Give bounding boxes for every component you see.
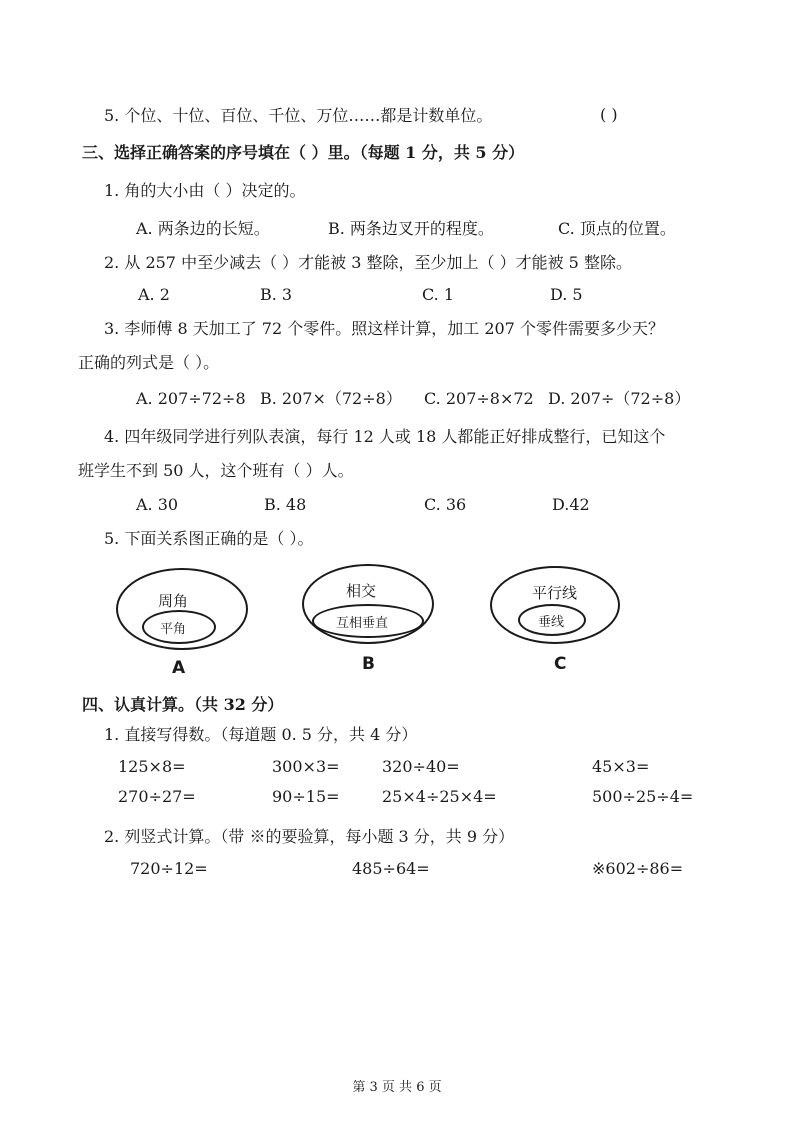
calc-part-1-title: 1. 直接写得数。（每道题 0. 5 分，共 4 分） bbox=[104, 725, 418, 744]
q4-option-a: A. 30 bbox=[136, 495, 179, 514]
q2-option-b: B. 3 bbox=[260, 285, 293, 304]
q3-option-a: A. 207÷72÷8 bbox=[136, 389, 246, 408]
vertical-calc-item: ※602÷86= bbox=[592, 859, 684, 878]
calc-item: 320÷40= bbox=[382, 757, 460, 776]
diagram-a-label: A bbox=[172, 658, 186, 678]
calc-item: 25×4÷25×4= bbox=[382, 787, 497, 806]
diagram-c-label: C bbox=[554, 654, 567, 674]
diagram-b-outer-label: 相交 bbox=[346, 582, 377, 600]
q4-option-d: D.42 bbox=[552, 495, 590, 514]
q4-option-b: B. 48 bbox=[264, 495, 307, 514]
section-4-title: 四、认真计算。（共 32 分） bbox=[82, 695, 284, 714]
q4-stem-line2: 班学生不到 50 人，这个班有（ ）人。 bbox=[78, 461, 354, 480]
calc-item: 500÷25÷4= bbox=[592, 787, 694, 806]
diagram-a-inner-label: 平角 bbox=[160, 622, 187, 637]
calc-item: 45×3= bbox=[592, 757, 650, 776]
calc-item: 125×8= bbox=[118, 757, 186, 776]
q1-stem: 1. 角的大小由（ ）决定的。 bbox=[104, 181, 306, 200]
diagram-c-outer-label: 平行线 bbox=[532, 584, 578, 602]
q4-option-c: C. 36 bbox=[424, 495, 467, 514]
judge-item-5-answer-blank[interactable]: ( ) bbox=[600, 105, 618, 124]
judge-item-5: 5. 个位、十位、百位、千位、万位……都是计数单位。 bbox=[104, 106, 493, 125]
q3-stem-line2: 正确的列式是（ ）。 bbox=[78, 353, 220, 372]
calc-part-2-title: 2. 列竖式计算。（带 ※的要验算，每小题 3 分，共 9 分） bbox=[104, 827, 515, 846]
diagram-a-outer-label: 周角 bbox=[158, 592, 189, 610]
q3-option-b: B. 207×（72÷8） bbox=[260, 389, 402, 408]
section-3-title: 三、选择正确答案的序号填在（ ）里。（每题 1 分，共 5 分） bbox=[82, 143, 525, 162]
q4-stem-line1: 4. 四年级同学进行列队表演，每行 12 人或 18 人都能正好排成整行，已知这个 bbox=[104, 427, 666, 446]
q2-option-c: C. 1 bbox=[422, 285, 455, 304]
vertical-calc-item: 720÷12= bbox=[130, 859, 208, 878]
calc-item: 270÷27= bbox=[118, 787, 196, 806]
q5-stem: 5. 下面关系图正确的是（ ）。 bbox=[104, 529, 314, 548]
diagram-b-label: B bbox=[362, 654, 375, 674]
diagram-b-inner-label: 互相垂直 bbox=[336, 616, 389, 631]
q2-option-a: A. 2 bbox=[138, 285, 170, 304]
q1-option-c: C. 顶点的位置。 bbox=[558, 219, 676, 238]
q2-stem: 2. 从 257 中至少减去（ ）才能被 3 整除，至少加上（ ）才能被 5 整除。 bbox=[104, 253, 632, 272]
page-footer: 第 3 页 共 6 页 bbox=[352, 1080, 442, 1095]
vertical-calc-item: 485÷64= bbox=[352, 859, 430, 878]
q3-stem-line1: 3. 李师傅 8 天加工了 72 个零件。照这样计算，加工 207 个零件需要多少天？ bbox=[104, 319, 664, 338]
q2-option-d: D. 5 bbox=[550, 285, 583, 304]
calc-item: 300×3= bbox=[272, 757, 340, 776]
q3-option-d: D. 207÷（72÷8） bbox=[548, 389, 691, 408]
q1-option-a: A. 两条边的长短。 bbox=[136, 219, 270, 238]
q3-option-c: C. 207÷8×72 bbox=[424, 389, 534, 408]
calc-item: 90÷15= bbox=[272, 787, 340, 806]
diagram-c-inner-label: 垂线 bbox=[538, 615, 565, 630]
q1-option-b: B. 两条边叉开的程度。 bbox=[328, 219, 494, 238]
